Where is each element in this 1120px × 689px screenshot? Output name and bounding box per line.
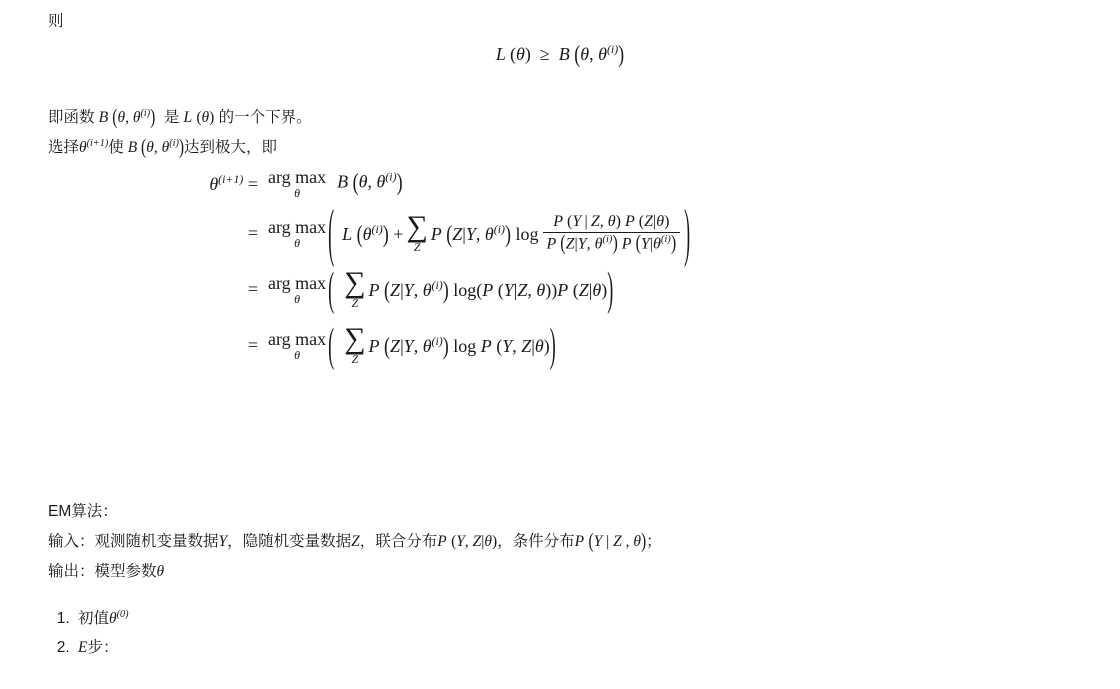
derivation-line-3-lhs: = bbox=[247, 278, 258, 299]
paren-close: ) bbox=[549, 317, 556, 370]
argmax-operator: arg max θ bbox=[268, 328, 327, 362]
list-item: 1. 初值$\theta^{(0)}$ bbox=[74, 604, 129, 633]
derivation-line-1-lhs: $\theta^{(i+1)}$ = bbox=[209, 172, 258, 194]
derivation-line-3 bbox=[48, 261, 690, 314]
derivation-block bbox=[48, 168, 690, 371]
line-lower-bound: 即函数 B (θ, $\theta^{(i)}$) 是 L (θ) 的一个下界。 bbox=[48, 106, 312, 129]
list-item: 2. E步： bbox=[74, 633, 129, 662]
paren-open: ( bbox=[328, 317, 335, 370]
em-algorithm-input: 输入：观测随机变量数据Y，隐随机变量数据Z，联合分布P (Y, Z|θ)，条件分布P (Y | Z , θ)； bbox=[48, 529, 662, 553]
derivation-line-1 bbox=[48, 168, 690, 199]
line-then: 则 bbox=[48, 13, 64, 30]
paren-close: ) bbox=[684, 195, 691, 268]
argmax-operator: arg max θ bbox=[268, 216, 327, 250]
derivation-line-2 bbox=[48, 195, 691, 268]
argmax-operator: arg max θ bbox=[268, 167, 327, 200]
derivation-line-2-rhs: arg max θ ( L $(\theta^{(i)})$ + ∑ Z P (Z|Y, $\theta^{(i)}$) log $\frac{P (Y | Z, \theta) P (Z|\theta)}{P (Z|Y, \theta^{(i)}) P (Y|\theta^{(i)})}$ ) bbox=[266, 213, 690, 253]
paren-open: ( bbox=[328, 195, 335, 268]
summation-operator: ∑ Z bbox=[344, 266, 366, 310]
display-equation-1-content: L (θ) ≥ B (θ, $\theta^{(i)}$) bbox=[495, 40, 625, 68]
derivation-line-4-rhs: arg max θ ( ∑ Z P (Z|Y, $\theta^{(i)}$) log P (Y, Z|θ) ) bbox=[266, 325, 556, 365]
log-fraction: $\frac{P (Y | Z, \theta) P (Z|\theta)}{P (Z|Y, \theta^{(i)}) P (Y|\theta^{(i)})}$ bbox=[543, 213, 681, 253]
em-algorithm-output: 输出：模型参数θ bbox=[48, 563, 165, 580]
line-choose: 选择$\theta^{(i+1)}$使 B (θ, $\theta^{(i)}$)达到极大，即 bbox=[48, 136, 278, 159]
paren-open: ( bbox=[328, 261, 335, 314]
derivation-line-2-lhs: = bbox=[247, 222, 258, 243]
summation-operator: ∑ Z bbox=[406, 210, 428, 254]
display-equation-1 bbox=[0, 40, 1120, 68]
summation-operator: ∑ Z bbox=[344, 322, 366, 366]
paren-close: ) bbox=[607, 261, 614, 314]
derivation-line-1-rhs: arg max θ B (θ, $\theta^{(i)}$) bbox=[268, 167, 403, 200]
em-algorithm-title: EM算法： bbox=[48, 503, 118, 520]
derivation-line-4-lhs: = bbox=[247, 334, 258, 355]
em-algorithm-steps bbox=[48, 604, 129, 663]
derivation-line-3-rhs: arg max θ ( ∑ Z P (Z|Y, $\theta^{(i)}$) log(P (Y|Z, θ))P (Z|θ) ) bbox=[266, 269, 613, 309]
derivation-line-4 bbox=[48, 317, 690, 370]
argmax-operator: arg max θ bbox=[268, 272, 327, 306]
